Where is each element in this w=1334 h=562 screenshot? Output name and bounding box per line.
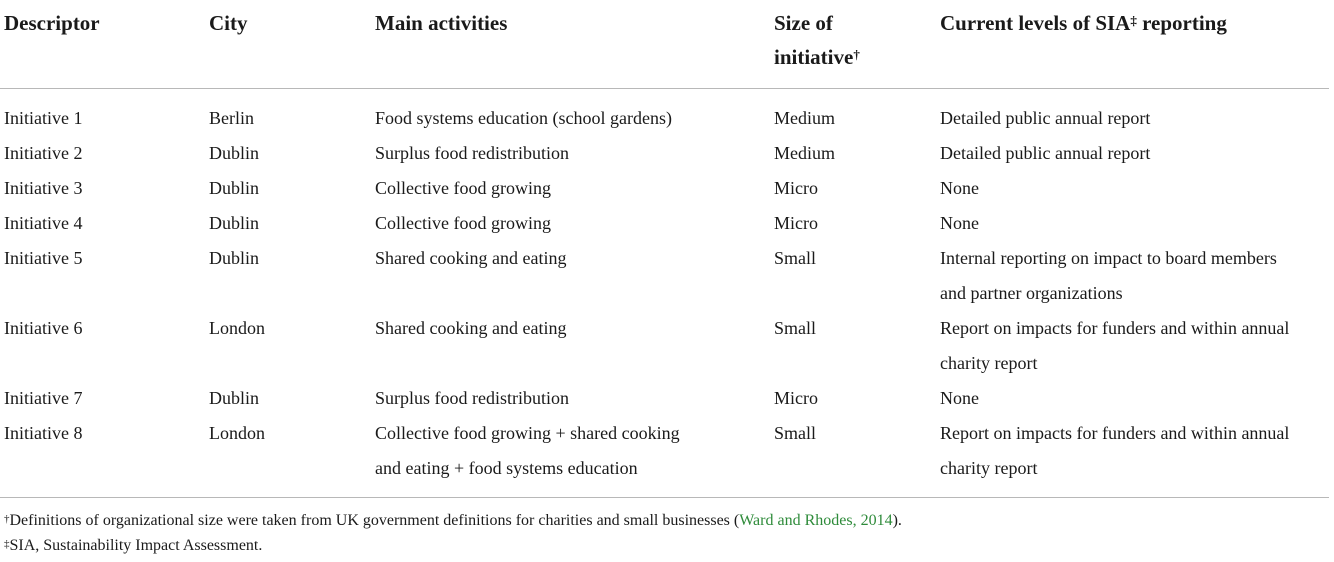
header-rule xyxy=(0,88,1329,89)
cell-city: Dublin xyxy=(209,248,260,268)
cell-city: Berlin xyxy=(209,108,254,128)
table-row xyxy=(0,206,1334,241)
cell-activities xyxy=(375,311,566,346)
footnote-double-dagger-mark: ‡ xyxy=(4,538,10,550)
cell-city: Dublin xyxy=(209,178,260,198)
cell-city: Dublin xyxy=(209,213,260,233)
bottom-rule xyxy=(0,497,1329,498)
cell-activities xyxy=(375,381,569,416)
cell-size: Micro xyxy=(774,178,818,198)
footnote-double-dagger xyxy=(4,533,902,558)
cell-descriptor: Initiative 7 xyxy=(4,388,83,408)
cell-city: London xyxy=(209,318,265,338)
cell-line: Surplus food redistribution xyxy=(375,143,569,163)
header-size-of-initiative xyxy=(774,6,860,74)
cell-descriptor: Initiative 2 xyxy=(4,143,83,163)
footnote-double-dagger-text: SIA, Sustainability Impact Assessment. xyxy=(9,537,263,554)
cell-line: Collective food growing + shared cooking xyxy=(375,423,680,443)
cell-line: Report on impacts for funders and within annual xyxy=(940,423,1290,443)
footnotes xyxy=(4,508,902,558)
cell-reporting xyxy=(940,206,979,241)
cell-descriptor: Initiative 3 xyxy=(4,178,83,198)
header-size-line2 xyxy=(774,40,860,74)
cell-activities xyxy=(375,206,551,241)
cell-reporting xyxy=(940,241,1277,311)
footnote-dagger-after: ). xyxy=(892,512,902,529)
table-row xyxy=(0,311,1334,381)
cell-descriptor: Initiative 5 xyxy=(4,248,83,268)
cell-line: Collective food growing xyxy=(375,213,551,233)
table-row xyxy=(0,241,1334,311)
cell-line: and eating + food systems education xyxy=(375,458,638,478)
footnote-dagger-text: Definitions of organizational size were taken from UK government definitions for charities and small businesses ( xyxy=(9,512,740,529)
cell-line: None xyxy=(940,213,979,233)
cell-city: London xyxy=(209,423,265,443)
cell-reporting xyxy=(940,136,1150,171)
cell-size: Medium xyxy=(774,143,835,163)
cell-reporting xyxy=(940,101,1150,136)
cell-descriptor: Initiative 8 xyxy=(4,423,83,443)
cell-line: charity report xyxy=(940,458,1038,478)
header-size-line1: Size of xyxy=(774,11,833,35)
header-main-activities: Main activities xyxy=(375,11,508,35)
header-size-text: initiative xyxy=(774,45,854,69)
cell-size: Micro xyxy=(774,388,818,408)
cell-activities xyxy=(375,416,680,486)
cell-line: Collective food growing xyxy=(375,178,551,198)
cell-line: Detailed public annual report xyxy=(940,143,1151,163)
header-sia-pre: Current levels of SIA xyxy=(940,11,1131,35)
cell-reporting xyxy=(940,381,979,416)
header-sia-post: reporting xyxy=(1136,11,1227,35)
citation-link[interactable]: Ward and Rhodes, 2014 xyxy=(739,512,893,529)
cell-line: and partner organizations xyxy=(940,283,1123,303)
table-row xyxy=(0,136,1334,171)
cell-size: Small xyxy=(774,423,817,443)
cell-size: Medium xyxy=(774,108,835,128)
cell-descriptor: Initiative 6 xyxy=(4,318,83,338)
header-city: City xyxy=(209,11,248,35)
cell-size: Small xyxy=(774,318,817,338)
cell-line: charity report xyxy=(940,353,1038,373)
table-row xyxy=(0,101,1334,136)
cell-descriptor: Initiative 1 xyxy=(4,108,83,128)
cell-descriptor: Initiative 4 xyxy=(4,213,83,233)
double-dagger-mark: ‡ xyxy=(1130,13,1137,28)
cell-activities xyxy=(375,171,551,206)
cell-size: Small xyxy=(774,248,817,268)
table-row xyxy=(0,381,1334,416)
cell-reporting xyxy=(940,416,1289,486)
cell-line: Shared cooking and eating xyxy=(375,318,567,338)
cell-line: Internal reporting on impact to board members xyxy=(940,248,1277,268)
cell-line: Report on impacts for funders and within annual xyxy=(940,318,1290,338)
cell-line: Detailed public annual report xyxy=(940,108,1151,128)
cell-line: Food systems education (school gardens) xyxy=(375,108,672,128)
footnote-dagger-mark: † xyxy=(4,513,10,525)
header-descriptor: Descriptor xyxy=(4,11,100,35)
cell-reporting xyxy=(940,171,979,206)
dagger-mark: † xyxy=(853,47,860,62)
cell-line: None xyxy=(940,388,979,408)
footnote-dagger xyxy=(4,508,902,533)
table-row xyxy=(0,171,1334,206)
cell-line: None xyxy=(940,178,979,198)
cell-line: Surplus food redistribution xyxy=(375,388,569,408)
cell-reporting xyxy=(940,311,1289,381)
table-header xyxy=(0,0,1334,88)
table-row xyxy=(0,416,1334,486)
cell-city: Dublin xyxy=(209,143,260,163)
cell-line: Shared cooking and eating xyxy=(375,248,567,268)
cell-activities xyxy=(375,101,672,136)
header-sia-reporting xyxy=(940,6,1227,40)
cell-activities xyxy=(375,241,566,276)
cell-activities xyxy=(375,136,569,171)
cell-city: Dublin xyxy=(209,388,260,408)
cell-size: Micro xyxy=(774,213,818,233)
